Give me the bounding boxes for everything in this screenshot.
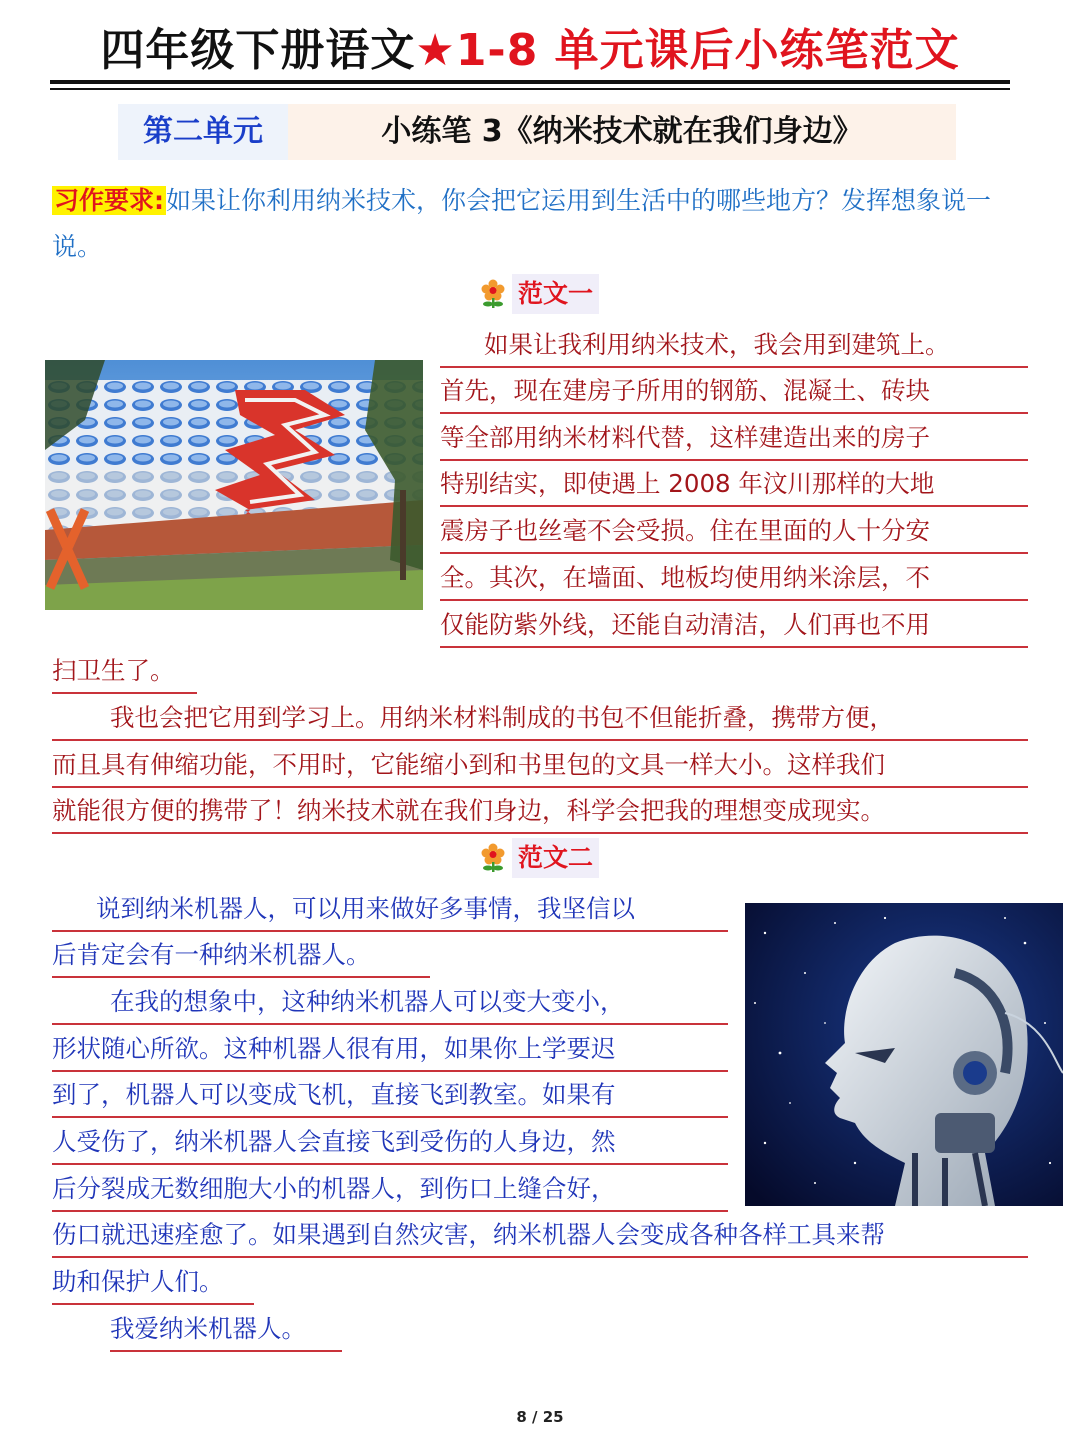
essay1-line: 而且具有伸缩功能，不用时，它能缩小到和书里包的文具一样大小。这样我们: [52, 742, 1028, 788]
essay1-heading: [480, 274, 599, 314]
flower-icon: [480, 279, 506, 309]
essay1-line: 震房子也丝毫不会受损。住在里面的人十分安: [440, 508, 1028, 554]
essay1-line: 等全部用纳米材料代替，这样建造出来的房子: [440, 415, 1028, 461]
essay2-line: 人受伤了，纳米机器人会直接飞到受伤的人身边，然: [52, 1119, 728, 1165]
essay2-line: 形状随心所欲。这种机器人很有用，如果你上学要迟: [52, 1026, 728, 1072]
robot-photo: [745, 903, 1063, 1206]
title-part2: 1-8 单元课后小练笔范文: [455, 25, 960, 76]
essay2-line: 到了，机器人可以变成飞机，直接飞到教室。如果有: [52, 1072, 728, 1118]
essay1-line: 特别结实，即使遇上 2008 年汶川那样的大地: [440, 461, 1028, 507]
essay2-line: 后分裂成无数细胞大小的机器人，到伤口上缝合好，: [52, 1166, 728, 1212]
essay1-line: 仅能防紫外线，还能自动清洁，人们再也不用: [440, 602, 1028, 648]
title-part1: 四年级下册语文: [100, 25, 416, 76]
unit-label: 第二单元: [118, 104, 288, 160]
essay2-line: 后肯定会有一种纳米机器人。: [52, 932, 430, 978]
flower-icon: [480, 843, 506, 873]
essay1-heading-text: 范文一: [512, 274, 599, 314]
essay2-line: 在我的想象中，这种纳米机器人可以变大变小，: [52, 979, 728, 1025]
essay1-line: 我也会把它用到学习上。用纳米材料制成的书包不但能折叠，携带方便，: [52, 695, 1028, 741]
essay1-line: 首先，现在建房子所用的钢筋、混凝土、砖块: [440, 368, 1028, 414]
essay1-line: 如果让我利用纳米技术，我会用到建筑上。: [440, 322, 1028, 368]
building-photo: [45, 360, 423, 610]
title-underline-thin: [50, 88, 1010, 90]
unit-title: 小练笔 3《纳米技术就在我们身边》: [288, 104, 956, 160]
essay1-line: 就能很方便的携带了！纳米技术就在我们身边，科学会把我的理想变成现实。: [52, 788, 1028, 834]
essay2-heading: [480, 838, 599, 878]
requirement-text: 如果让你利用纳米技术，你会把它运用到生活中的哪些地方？发挥想象说一说。: [52, 186, 992, 261]
essay2-line: 助和保护人们。: [52, 1259, 254, 1305]
essay2-line: 伤口就迅速痊愈了。如果遇到自然灾害，纳米机器人会变成各种各样工具来帮: [52, 1212, 1028, 1258]
page-title: [50, 18, 1010, 84]
essay1-line: 扫卫生了。: [52, 648, 197, 694]
essay2-heading-text: 范文二: [512, 838, 599, 878]
essay2-line: 我爱纳米机器人。: [110, 1306, 342, 1352]
title-underline-thick: [50, 80, 1010, 84]
writing-requirement: [52, 178, 1032, 270]
requirement-tag: 习作要求:: [54, 186, 164, 215]
essay1-line: 全。其次，在墙面、地板均使用纳米涂层，不: [440, 555, 1028, 601]
star-icon: ★: [415, 25, 456, 76]
page-number: 8 / 25: [516, 1408, 564, 1426]
essay2-line: 说到纳米机器人，可以用来做好多事情，我坚信以: [52, 886, 728, 932]
